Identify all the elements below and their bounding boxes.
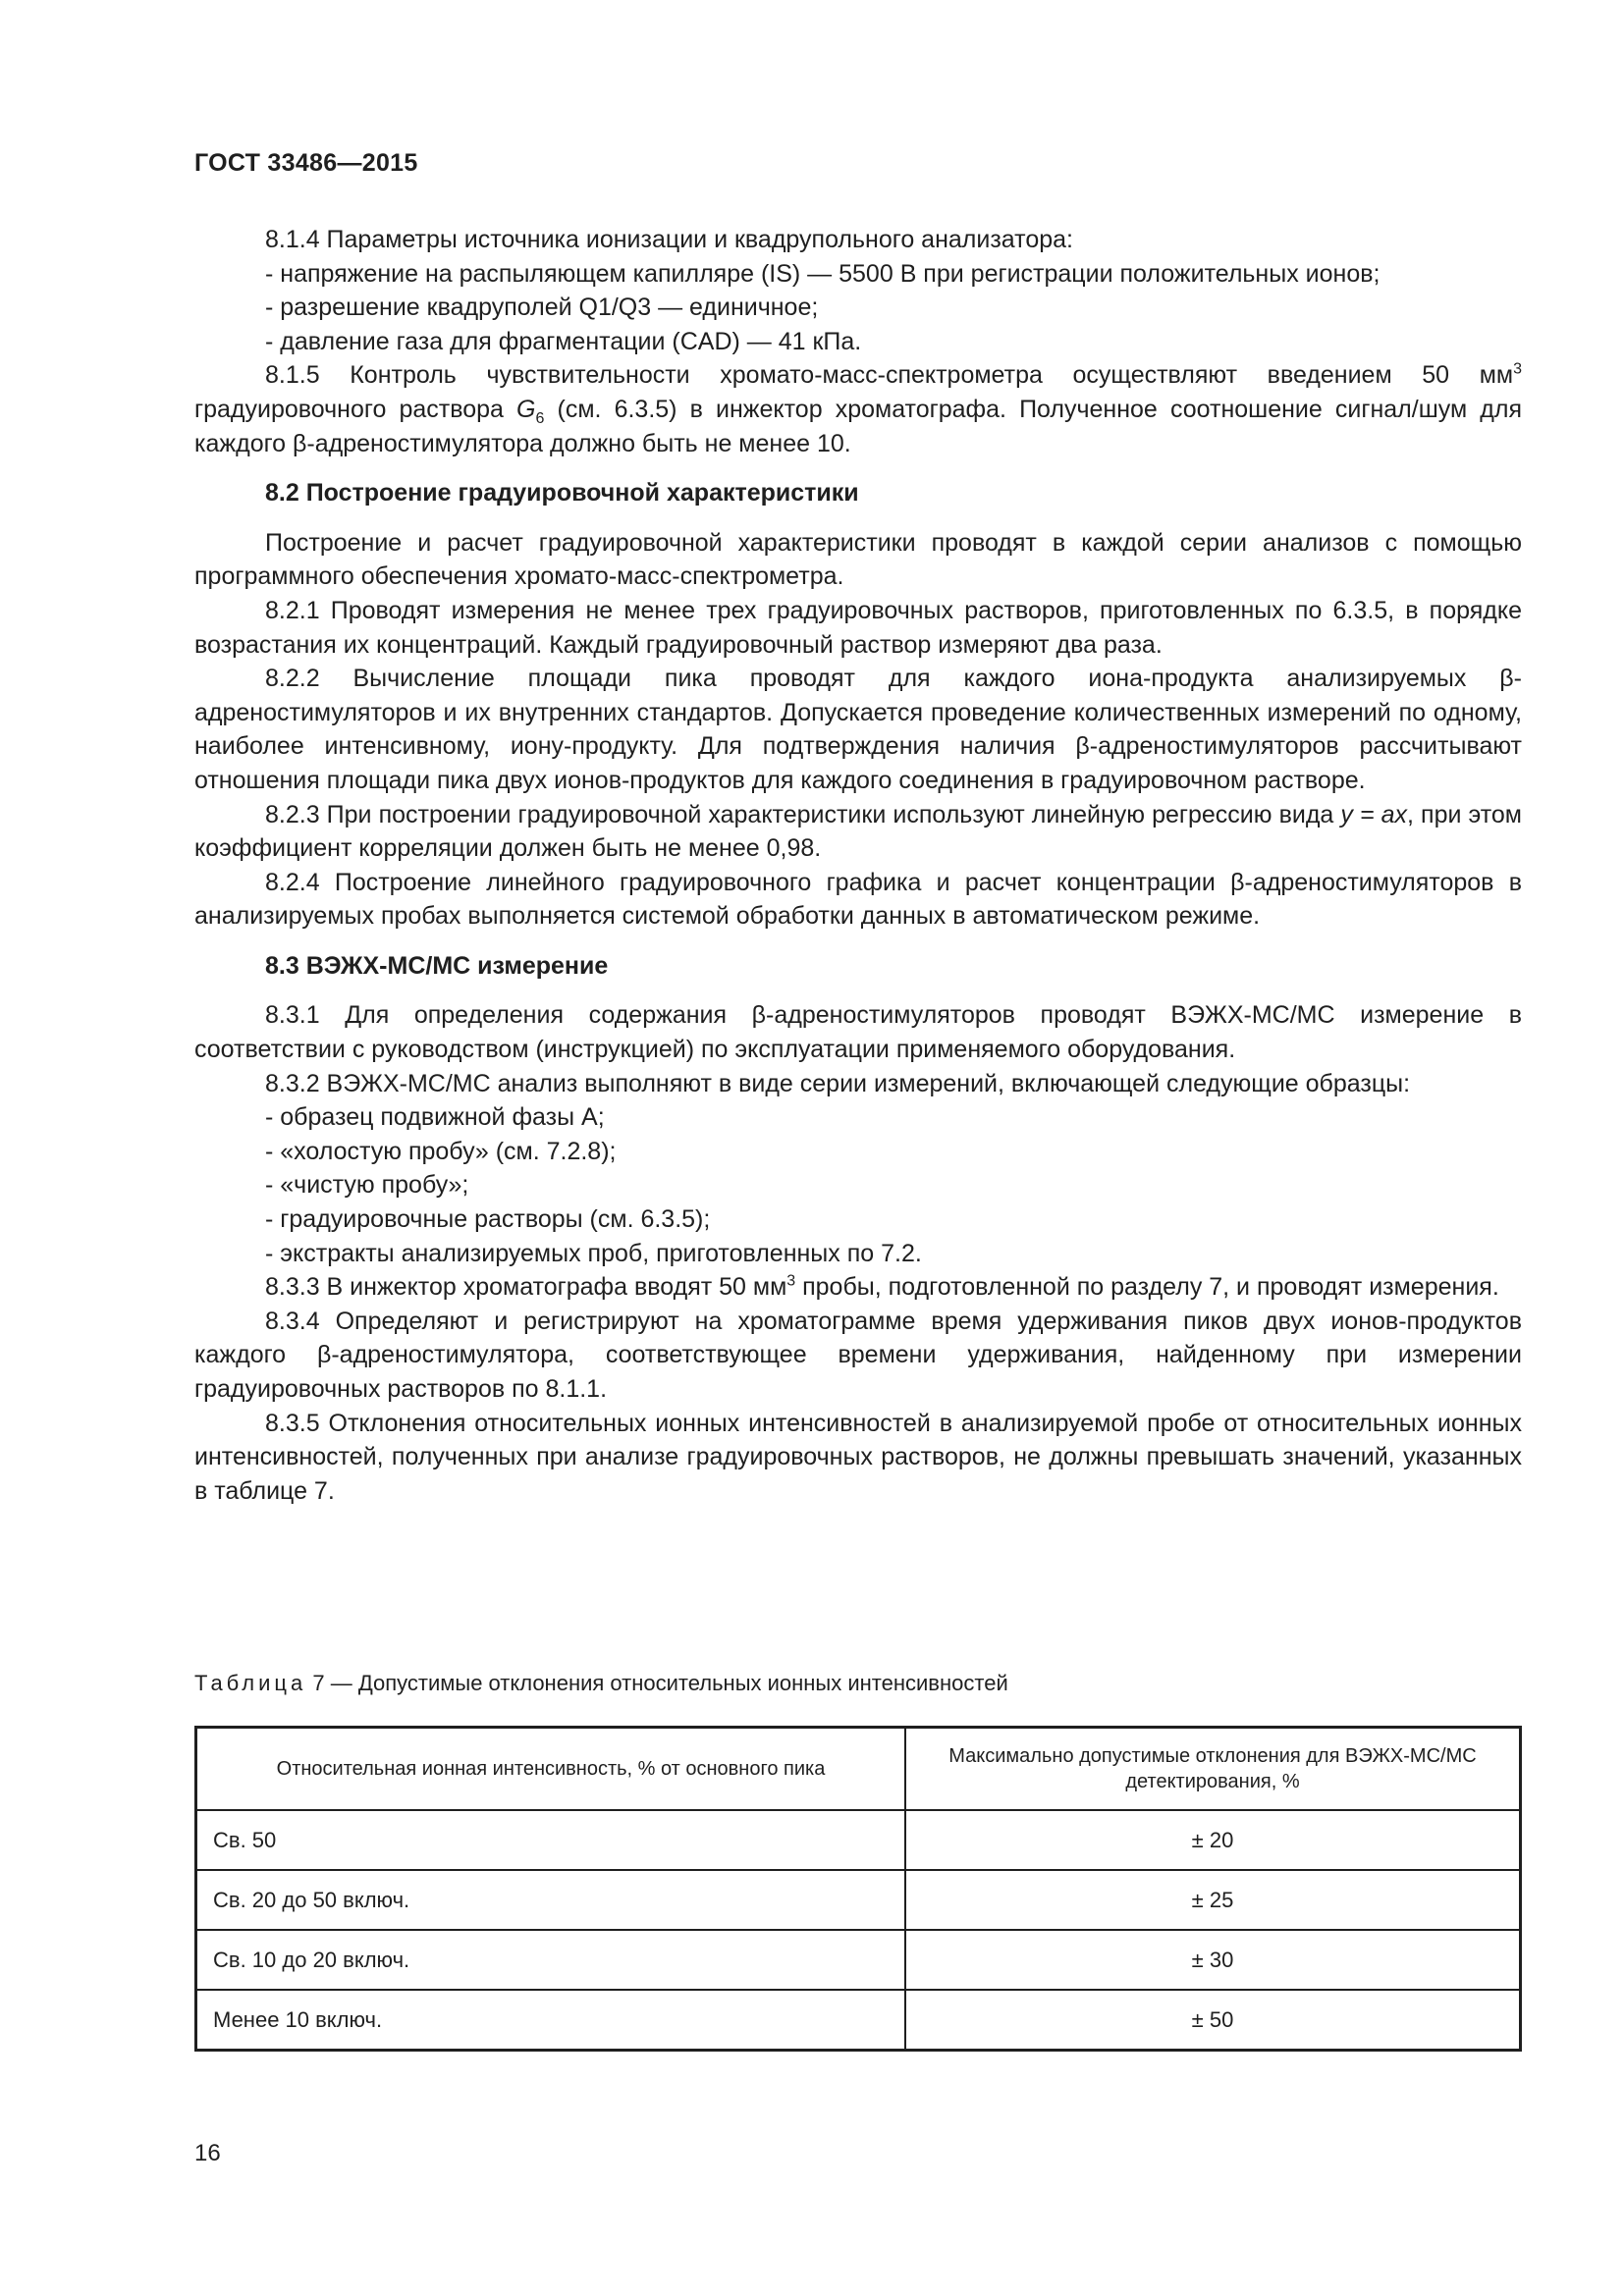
section-8-3-heading: 8.3 ВЭЖХ-МС/МС измерение	[265, 951, 609, 980]
ion-intensity-table	[194, 1726, 1522, 2052]
table-cell: Св. 10 до 20 включ.	[196, 1930, 906, 1990]
section-8-2-2-paragraph: 8.2.2 Вычисление площади пика проводят для каждого иона-продукта анализируемых β-адреностимуляторов и их внутренних стандартов. Допускается проведение количественных измерений по одному, наиболее интенсивному, иону-продукту. Для подтверждения наличия β-адреностимуляторов рассчитывают отношения площади пика двух ионов-продуктов для каждого соединения в градуировочном растворе.	[194, 665, 1522, 794]
table-row	[196, 1930, 1521, 1990]
list-item: - напряжение на распыляющем капилляре (IS) — 5500 В при регистрации положительных ионов;	[194, 257, 1522, 292]
table-caption: Таблица 7 — Допустимые отклонения относительных ионных интенсивностей	[194, 1671, 1008, 1695]
list-item: - образец подвижной фазы А;	[194, 1100, 1522, 1135]
page-number: 16	[194, 2140, 221, 2166]
section-8-3-4-paragraph: 8.3.4 Определяют и регистрируют на хроматограмме время удерживания пиков двух ионов-продуктов каждого β-адреностимулятора, соответствующее времени удерживания, найденному при измерении градуировочных растворов по 8.1.1.	[194, 1307, 1522, 1403]
list-item: - разрешение квадруполей Q1/Q3 — единичное;	[194, 291, 1522, 325]
list-item: - «чистую пробу»;	[194, 1168, 1522, 1202]
regression-formula: y = ax	[1340, 800, 1408, 828]
table-cell: Св. 50	[196, 1810, 906, 1870]
document-body	[194, 223, 1522, 1508]
column-header: Относительная ионная интенсивность, % от основного пика	[196, 1728, 906, 1811]
table-row	[196, 1990, 1521, 2051]
list-item: - давление газа для фрагментации (CAD) — 41 кПа.	[194, 325, 1522, 359]
column-header: Максимально допустимые отклонения для ВЭЖХ-МС/МС детектирования, %	[905, 1728, 1521, 1811]
table-row	[196, 1870, 1521, 1930]
section-8-1-4-title: 8.1.4 Параметры источника ионизации и квадрупольного анализатора:	[265, 226, 1073, 253]
section-8-3-2-paragraph: 8.3.2 ВЭЖХ-МС/МС анализ выполняют в виде серии измерений, включающей следующие образцы:	[265, 1069, 1411, 1097]
section-8-3-1-paragraph: 8.3.1 Для определения содержания β-адреностимуляторов проводят ВЭЖХ-МС/МС измерение в соответствии с руководством (инструкцией) по эксплуатации применяемого оборудования.	[194, 1001, 1522, 1064]
table-row	[196, 1810, 1521, 1870]
table-cell: ± 20	[905, 1810, 1521, 1870]
section-8-2-heading: 8.2 Построение градуировочной характеристики	[265, 479, 859, 507]
section-8-3-5-paragraph: 8.3.5 Отклонения относительных ионных интенсивностей в анализируемой пробе от относительных ионных интенсивностей, полученных при анализе градуировочных растворов, не должны превышать значений, указанных в таблице 7.	[194, 1409, 1522, 1505]
section-8-2-3-paragraph: 8.2.3 При построении градуировочной характеристики используют линейную регрессию вида y = ax, при этом коэффициент корреляции должен быть не менее 0,98.	[194, 800, 1522, 863]
table-cell: Менее 10 включ.	[196, 1990, 906, 2051]
section-8-1-5-paragraph: 8.1.5 Контроль чувствительности хромато-масс-спектрометра осуществляют введением 50 $мм^3$ градуировочного раствора $G_6$ (см. 6.3.5) в инжектор хроматографа. Полученное соотношение сигнал/шум для каждого β-адреностимулятора должно быть не менее 10.	[194, 361, 1523, 457]
section-8-2-intro: Построение и расчет градуировочной характеристики проводят в каждой серии анализов с помощью программного обеспечения хромато-масс-спектрометра.	[194, 528, 1522, 591]
section-8-3-3-paragraph: 8.3.3 В инжектор хроматографа вводят 50 $мм^3$ пробы, подготовленной по разделу 7, и проводят измерения.	[265, 1272, 1499, 1302]
table-cell: ± 25	[905, 1870, 1521, 1930]
table-cell: ± 50	[905, 1990, 1521, 2051]
section-8-2-1-paragraph: 8.2.1 Проводят измерения не менее трех градуировочных растворов, приготовленных по 6.3.5, в порядке возрастания их концентраций. Каждый градуировочный раствор измеряют два раза.	[194, 596, 1522, 659]
list-item: - «холостую пробу» (см. 7.2.8);	[194, 1135, 1522, 1169]
table-header-row	[196, 1728, 1521, 1811]
section-8-2-4-paragraph: 8.2.4 Построение линейного градуировочного графика и расчет концентрации β-адреностимуляторов в анализируемых пробах выполняется системой обработки данных в автоматическом режиме.	[194, 868, 1522, 931]
table-cell: ± 30	[905, 1930, 1521, 1990]
list-item: - градуировочные растворы (см. 6.3.5);	[194, 1202, 1522, 1237]
table-cell: Св. 20 до 50 включ.	[196, 1870, 906, 1930]
list-item: - экстракты анализируемых проб, приготовленных по 7.2.	[194, 1237, 1522, 1271]
document-code: ГОСТ 33486—2015	[194, 149, 418, 177]
